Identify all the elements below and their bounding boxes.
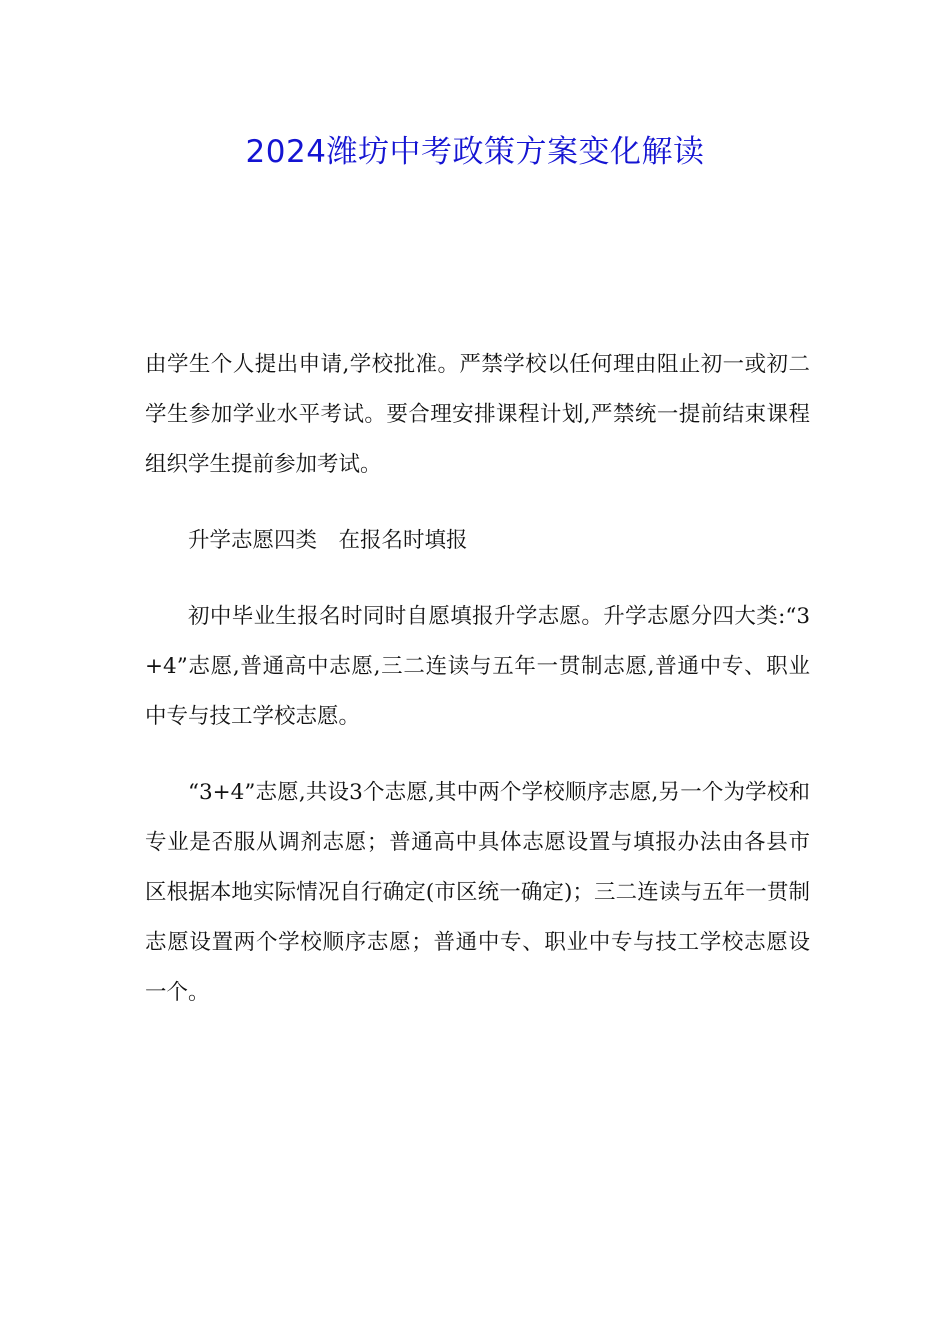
paragraph-four-categories: 初中毕业生报名时同时自愿填报升学志愿。升学志愿分四大类:“3+4”志愿,普通高中志愿,三二连读与五年一贯制志愿,普通中专、职业中专与技工学校志愿。 (145, 604, 810, 729)
document-body (145, 340, 810, 1044)
paragraph-volunteer-details: “3+4”志愿,共设3个志愿,其中两个学校顺序志愿,另一个为学校和专业是否服从调剂志愿；普通高中具体志愿设置与填报办法由各县市区根据本地实际情况自行确定(市区统一确定)；三二连读与五年一贯制志愿设置两个学校顺序志愿；普通中专、职业中专与技工学校志愿设一个。 (145, 780, 810, 1005)
paragraph-application-rules: 由学生个人提出申请,学校批准。严禁学校以任何理由阻止初一或初二学生参加学业水平考试。要合理安排课程计划,严禁统一提前结束课程组织学生提前参加考试。 (145, 352, 810, 477)
document-title: 2024潍坊中考政策方案变化解读 (245, 134, 705, 170)
section-heading-four-categories: 升学志愿四类 在报名时填报 (188, 528, 468, 553)
